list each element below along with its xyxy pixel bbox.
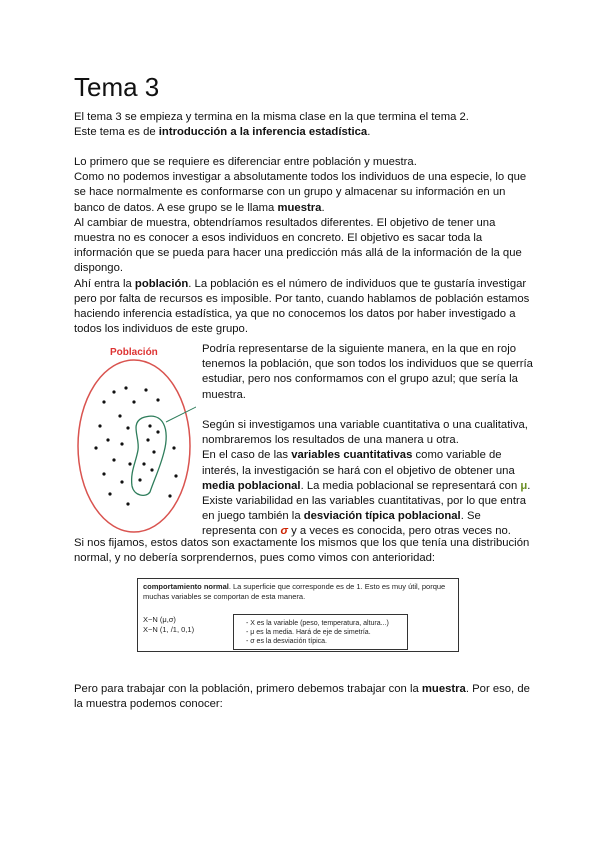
paragraph-4-bold: población: [134, 277, 189, 290]
intro-line-2: [74, 125, 534, 140]
paragraph-2: [74, 170, 534, 216]
definition-item: - σ es la desviación típica.: [246, 638, 327, 645]
q-text-4: . Existe variabilidad en las variables cuantitativas, por lo que entra en juego también la: [202, 479, 531, 523]
paragraph-4-end: . La población es el número de individuos que te gustaría investigar pero por falta de recursos es imposible. Por tanto, cuando hablamos de población estamos haciendo inferencia estadística, ya que no conocemos los datos por haber investigado a todos los individuos de este grupo.: [74, 277, 530, 336]
intro-line-2-end: .: [367, 126, 371, 139]
box-definitions: [233, 614, 408, 650]
population-diagram: [74, 340, 196, 540]
paragraph-2-end: .: [321, 201, 325, 214]
definition-item: - X es la variable (peso, temperatura, altura...): [246, 620, 389, 627]
paragraph-4-text: Ahí entra la: [74, 277, 135, 290]
q-text-3: . La media poblacional se representará con: [300, 479, 521, 492]
intro-line-2-bold: introducción a la inferencia estadística: [158, 126, 368, 139]
final-end: . Por eso, de la muestra podemos conocer:: [74, 683, 530, 711]
figure-label: Población: [110, 347, 158, 358]
figure-explanation: [202, 342, 537, 403]
definition-variable: X es la variable (peso, temperatura, altura...): [250, 620, 389, 627]
paragraph-3: Al cambiar de muestra, obtendríamos resultados diferentes. El objetivo de tener una muestra no es conocer a esos individuos en concreto. El objetivo es sacar toda la información que se pueda para hacer una predicción más allá de la información de la que dispongo.: [74, 216, 522, 275]
intro-line-2-text: Este tema es de: [74, 126, 159, 139]
q-text-5: . Se representa con: [202, 510, 481, 538]
definition-mean: μ es la media. Hará de eje de simetría.: [250, 629, 371, 636]
definition-sd: σ es la desviación típica.: [250, 638, 327, 645]
after-figure-paragraph: Si nos fijamos, estos datos son exactamente los mismos que los que tenía una distribución normal, y no debería sorprendernos, pues como vimos con anterioridad:: [74, 537, 530, 565]
sample-region: [132, 416, 167, 495]
variables-block: [202, 418, 537, 540]
page-title: Tema 3: [74, 72, 160, 102]
intro-line-1: El tema 3 se empieza y termina en la misma clase en la que termina el tema 2.: [74, 111, 469, 123]
sigma-symbol: σ: [280, 525, 288, 538]
q-text-2: como variable de interés, la investigación se hará con el objetivo de obtener una: [202, 449, 515, 477]
definition-item: - μ es la media. Hará de eje de simetría.: [246, 629, 371, 636]
final-block: [74, 682, 534, 712]
q-bold-1: variables cuantitativas: [291, 449, 413, 462]
paragraph-1: Lo primero que se requiere es diferenciar entre población y muestra.: [74, 156, 417, 168]
box-heading-text: . La superficie que corresponde es de 1. Esto es muy útil, porque muchas variables se comportan de esta manera.: [143, 582, 446, 601]
paragraph-2-bold: muestra: [277, 201, 322, 214]
population-ellipse: [78, 360, 190, 532]
box-formula-2: X~N (1, /1, 0,1): [143, 625, 195, 634]
q-text-1: En el caso de las: [202, 449, 292, 462]
variables-intro: Según si investigamos una variable cuantitativa o una cualitativa, nombraremos los resultados de una manera u otra.: [202, 419, 528, 447]
body-block: [74, 155, 534, 337]
box-formula-1: X~N (μ,σ): [143, 615, 176, 624]
final-bold: muestra: [421, 683, 466, 695]
intro-block: [74, 110, 534, 140]
quantitative-paragraph: [202, 448, 537, 539]
q-bold-3: desviación típica poblacional: [303, 510, 461, 523]
paragraph-2-text: Como no podemos investigar a absolutamente todos los individuos de una especie, lo que se hace normalmente es conformarse con un grupo y almacenar su información en un banco de datos. A ese grupo se le llama: [74, 171, 527, 214]
population-figure: [74, 340, 196, 540]
mu-symbol: μ: [520, 479, 528, 492]
box-heading: [143, 582, 453, 602]
normal-distribution-box: [137, 578, 459, 652]
box-heading-bold: comportamiento normal: [143, 582, 229, 591]
q-bold-2: media poblacional: [202, 479, 301, 492]
final-text: Pero para trabajar con la población, primero debemos trabajar con la: [74, 683, 422, 695]
paragraph-4: [74, 277, 534, 338]
sample-pointer: [166, 406, 196, 422]
q-text-6: y a veces es conocida, pero otras veces no.: [288, 525, 511, 538]
final-paragraph: [74, 682, 534, 712]
figure-description: Podría representarse de la siguiente manera, en la que en rojo tenemos la población, que son todos los individuos que se querría estudiar, pero nos conformamos con el grupo azul; que sería la muestra.: [202, 343, 533, 401]
after-figure-block: [74, 536, 534, 566]
